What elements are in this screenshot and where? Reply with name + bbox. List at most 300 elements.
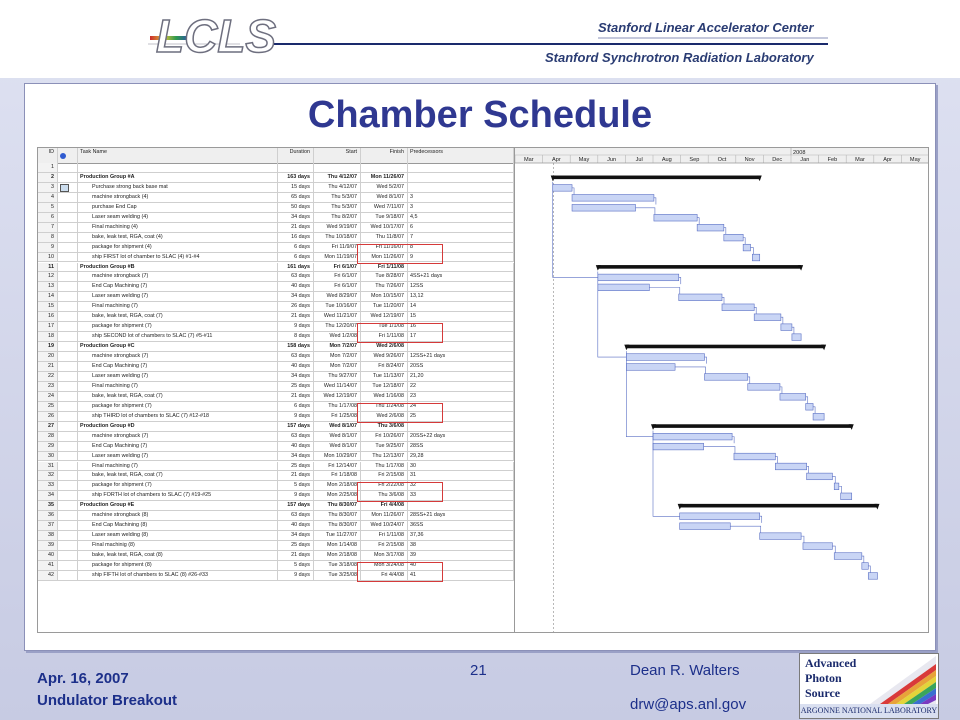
cell-start: Fri 6/1/07 [314, 263, 361, 272]
cell-finish: Tue 8/28/07 [361, 272, 408, 281]
summary-bar [553, 176, 760, 180]
dependency-link [649, 287, 679, 294]
table-row[interactable] [38, 462, 514, 472]
lab-name-slac: Stanford Linear Accelerator Center [598, 20, 814, 35]
cell-pred [408, 163, 514, 172]
cell-duration: 9 days [278, 571, 314, 580]
aps-logo-line1: Advanced [805, 656, 857, 670]
table-row[interactable] [38, 372, 514, 382]
cell-pred: 7 [408, 233, 514, 242]
cell-name: Production Group #C [78, 342, 278, 351]
cell-start: Mon 7/2/07 [314, 352, 361, 361]
cell-finish: Wed 9/26/07 [361, 352, 408, 361]
dependency-link [868, 566, 870, 573]
cell-id: 17 [38, 322, 58, 331]
table-row[interactable] [38, 223, 514, 233]
task-bar [760, 533, 801, 540]
aps-logo-line3: Source [805, 686, 841, 700]
cell-finish: Wed 2/6/08 [361, 412, 408, 421]
column-header[interactable]: Start [314, 148, 361, 163]
cell-id: 23 [38, 382, 58, 391]
lcls-logo [150, 6, 280, 64]
cell-start: Thu 5/3/07 [314, 203, 361, 212]
table-row[interactable] [38, 183, 514, 193]
finish-highlight-box [357, 482, 443, 502]
cell-finish: Fri 1/11/08 [361, 332, 408, 341]
cell-name: bake, leak test, RGA, coat (4) [78, 233, 278, 242]
cell-pred: 24 [408, 402, 514, 411]
month-label: Mar [855, 157, 865, 164]
table-row[interactable] [38, 551, 514, 561]
task-bar [806, 403, 813, 410]
cell-indicator [58, 292, 78, 301]
cell-indicator [58, 422, 78, 431]
cell-name: Laser seam welding (7) [78, 452, 278, 461]
cell-pred: 40 [408, 561, 514, 570]
table-row[interactable] [38, 342, 514, 352]
cell-id: 18 [38, 332, 58, 341]
cell-name: Production Group #A [78, 173, 278, 182]
dependency-link [730, 526, 760, 533]
table-row[interactable] [38, 263, 514, 273]
task-bar [705, 374, 748, 381]
cell-pred: 12SS [408, 282, 514, 291]
author-email: drw@aps.anl.gov [630, 696, 747, 713]
cell-name: package for shipment (8) [78, 561, 278, 570]
dependency-link [636, 208, 655, 215]
table-row[interactable] [38, 531, 514, 541]
cell-start: Thu 10/18/07 [314, 233, 361, 242]
cell-start: Mon 11/19/07 [314, 253, 361, 262]
table-row[interactable] [38, 233, 514, 243]
table-row[interactable] [38, 452, 514, 462]
cell-finish: Wed 2/6/08 [361, 342, 408, 351]
cell-duration: 21 days [278, 223, 314, 232]
cell-pred: 17 [408, 332, 514, 341]
aps-logo [799, 653, 939, 719]
table-row[interactable] [38, 163, 514, 173]
cell-start: Thu 5/3/07 [314, 193, 361, 202]
cell-id: 2 [38, 173, 58, 182]
cell-duration: 50 days [278, 203, 314, 212]
cell-start: Thu 4/12/07 [314, 173, 361, 182]
table-row[interactable] [38, 302, 514, 312]
cell-name: Laser seam welding (7) [78, 372, 278, 381]
cell-id: 31 [38, 462, 58, 471]
cell-duration: 65 days [278, 193, 314, 202]
task-bar [626, 364, 675, 371]
cell-pred: 37,36 [408, 531, 514, 540]
cell-pred: 13,12 [408, 292, 514, 301]
dependency-link [705, 357, 707, 364]
cell-pred: 23 [408, 392, 514, 401]
task-bar [572, 195, 654, 202]
cell-start: Fri 6/1/07 [314, 282, 361, 291]
cell-start: Thu 8/2/07 [314, 213, 361, 222]
dependency-link [839, 486, 842, 493]
cell-pred: 20SS+22 days [408, 432, 514, 441]
cell-finish: Thu 3/6/08 [361, 422, 408, 431]
aps-logo-bottom: ARGONNE NATIONAL LABORATORY [800, 704, 938, 718]
column-header[interactable]: ID [38, 148, 58, 163]
gantt-screenshot [37, 147, 929, 633]
task-bar [598, 274, 679, 281]
cell-indicator [58, 561, 78, 570]
table-row[interactable] [38, 203, 514, 213]
cell-indicator [58, 272, 78, 281]
table-row[interactable] [38, 282, 514, 292]
finish-highlight-box [357, 244, 443, 264]
task-bar [754, 314, 781, 321]
dependency-link [704, 447, 735, 454]
table-row[interactable] [38, 272, 514, 282]
cell-indicator [58, 541, 78, 550]
cell-finish: Thu 3/6/08 [361, 491, 408, 500]
column-header[interactable]: Task Name [78, 148, 278, 163]
month-label: Dec [772, 157, 783, 164]
task-bar [680, 513, 760, 520]
cell-indicator [58, 312, 78, 321]
task-bar [654, 214, 697, 221]
cell-id: 15 [38, 302, 58, 311]
cell-name: Laser seam welding (4) [78, 213, 278, 222]
cell-start: Wed 11/14/07 [314, 382, 361, 391]
dependency-link [743, 238, 745, 245]
summary-bar [626, 345, 824, 349]
table-row[interactable] [38, 442, 514, 452]
cell-name: Final machining (4) [78, 223, 278, 232]
cell-finish: Wed 7/11/07 [361, 203, 408, 212]
cell-duration: 26 days [278, 302, 314, 311]
cell-indicator [58, 511, 78, 520]
table-row[interactable] [38, 521, 514, 531]
cell-pred: 30 [408, 462, 514, 471]
cell-duration: 9 days [278, 491, 314, 500]
cell-indicator [58, 263, 78, 272]
task-bar [722, 304, 754, 311]
cell-name: Purchase strong back base mat [78, 183, 278, 192]
footer-event: Undulator Breakout [37, 692, 178, 709]
table-row[interactable] [38, 173, 514, 183]
cell-duration: 157 days [278, 422, 314, 431]
cell-indicator [58, 471, 78, 480]
cell-pred: 29,28 [408, 452, 514, 461]
cell-id: 35 [38, 501, 58, 510]
finish-highlight-box [357, 403, 443, 423]
cell-id: 19 [38, 342, 58, 351]
cell-duration: 63 days [278, 432, 314, 441]
cell-id: 11 [38, 263, 58, 272]
cell-duration: 40 days [278, 282, 314, 291]
cell-name: machine strongback (7) [78, 272, 278, 281]
table-row[interactable] [38, 312, 514, 322]
cell-name: Production Group #B [78, 263, 278, 272]
cell-name: purchase End Cap [78, 203, 278, 212]
table-row[interactable] [38, 362, 514, 372]
cell-finish: Wed 12/19/07 [361, 312, 408, 321]
cell-start: Thu 12/20/07 [314, 322, 361, 331]
cell-name: Final machining (7) [78, 302, 278, 311]
cell-name: machine strongback (7) [78, 432, 278, 441]
table-row[interactable] [38, 392, 514, 402]
cell-pred: 38 [408, 541, 514, 550]
cell-duration: 40 days [278, 442, 314, 451]
task-bar [841, 493, 852, 500]
cell-finish: Mon 3/24/08 [361, 561, 408, 570]
cell-indicator [58, 372, 78, 381]
cell-duration: 63 days [278, 352, 314, 361]
cell-pred: 8 [408, 243, 514, 252]
table-row[interactable] [38, 382, 514, 392]
cell-duration: 34 days [278, 531, 314, 540]
task-bar [653, 433, 732, 440]
footer-date: Apr. 16, 2007 [37, 670, 129, 687]
cell-name: End Cap Machining (8) [78, 521, 278, 530]
cell-indicator [58, 362, 78, 371]
cell-finish: Tue 1/1/08 [361, 322, 408, 331]
cell-duration: 63 days [278, 511, 314, 520]
task-bar [792, 334, 801, 341]
cell-pred: 32 [408, 481, 514, 490]
cell-duration: 161 days [278, 263, 314, 272]
table-row[interactable] [38, 541, 514, 551]
cell-duration: 9 days [278, 412, 314, 421]
cell-pred: 39 [408, 551, 514, 560]
cell-id: 20 [38, 352, 58, 361]
summary-bar [653, 424, 852, 428]
cell-finish: Thu 1/17/08 [361, 462, 408, 471]
cell-finish: Thu 7/26/07 [361, 282, 408, 291]
cell-duration: 6 days [278, 243, 314, 252]
column-header[interactable]: Finish [361, 148, 408, 163]
cell-finish: Wed 8/1/07 [361, 193, 408, 202]
cell-duration: 34 days [278, 372, 314, 381]
cell-duration: 15 days [278, 183, 314, 192]
rainbow-graphic [870, 656, 936, 704]
cell-name: Final machining (7) [78, 462, 278, 471]
cell-name: End Cap Machining (7) [78, 362, 278, 371]
cell-indicator [58, 412, 78, 421]
cell-pred: 20SS [408, 362, 514, 371]
cell-name: Production Group #E [78, 501, 278, 510]
cell-id: 34 [38, 491, 58, 500]
cell-pred [408, 183, 514, 192]
dependency-link [832, 476, 835, 483]
table-row[interactable] [38, 193, 514, 203]
cell-pred: 22 [408, 382, 514, 391]
cell-duration: 8 days [278, 332, 314, 341]
column-header[interactable]: Predecessors [408, 148, 514, 163]
cell-pred [408, 342, 514, 351]
cell-indicator [58, 163, 78, 172]
cell-indicator [58, 392, 78, 401]
month-label: Jun [607, 157, 617, 164]
task-bar [626, 354, 704, 361]
cell-duration: 6 days [278, 253, 314, 262]
cell-start: Fri 1/18/08 [314, 471, 361, 480]
cell-finish: Mon 11/26/07 [361, 253, 408, 262]
aps-logo-line2: Photon [805, 671, 842, 685]
cell-name: ship FIFTH lot of chambers to SLAC (8) #26-#33 [78, 571, 278, 580]
month-label: Feb [827, 157, 838, 164]
cell-id: 7 [38, 223, 58, 232]
cell-name: End Cap Machining (7) [78, 442, 278, 451]
month-label: May [578, 157, 590, 164]
cell-name: Laser seam welding (7) [78, 292, 278, 301]
table-row[interactable] [38, 501, 514, 511]
cell-pred: 3 [408, 203, 514, 212]
task-bar [868, 573, 877, 580]
month-label: Mar [523, 157, 534, 164]
task-bar [834, 553, 862, 560]
cell-finish: Fri 2/22/08 [361, 481, 408, 490]
table-row[interactable] [38, 352, 514, 362]
cell-id: 16 [38, 312, 58, 321]
task-bar [813, 413, 824, 420]
cell-finish: Mon 11/26/07 [361, 173, 408, 182]
cell-finish: Fri 2/15/08 [361, 541, 408, 550]
cell-id: 39 [38, 541, 58, 550]
task-bar [803, 543, 832, 550]
cell-start: Fri 1/25/08 [314, 412, 361, 421]
cell-pred: 14 [408, 302, 514, 311]
cell-start: Wed 11/21/07 [314, 312, 361, 321]
table-row[interactable] [38, 213, 514, 223]
cell-duration: 34 days [278, 452, 314, 461]
cell-indicator [58, 481, 78, 490]
cell-indicator [58, 551, 78, 560]
summary-bar [680, 504, 878, 508]
cell-pred: 31 [408, 471, 514, 480]
cell-duration [278, 163, 314, 172]
cell-id: 25 [38, 402, 58, 411]
cell-start [314, 163, 361, 172]
cell-pred: 25 [408, 412, 514, 421]
cell-start: Fri 6/1/07 [314, 272, 361, 281]
cell-id: 1 [38, 163, 58, 172]
column-header[interactable]: Duration [278, 148, 314, 163]
table-row[interactable] [38, 292, 514, 302]
cell-start: Tue 3/25/08 [314, 571, 361, 580]
summary-bar [598, 265, 801, 269]
task-bar [724, 234, 743, 241]
cell-indicator [58, 462, 78, 471]
cell-id: 28 [38, 432, 58, 441]
cell-name: Laser seam welding (8) [78, 531, 278, 540]
cell-finish: Tue 12/18/07 [361, 382, 408, 391]
cell-id: 41 [38, 561, 58, 570]
task-bar [862, 563, 868, 570]
cell-indicator [58, 302, 78, 311]
cell-finish: Thu 12/13/07 [361, 452, 408, 461]
task-bar [680, 523, 731, 530]
cell-finish: Wed 5/2/07 [361, 183, 408, 192]
task-bar [734, 453, 775, 460]
cell-start: Tue 3/18/08 [314, 561, 361, 570]
cell-id: 22 [38, 372, 58, 381]
table-row[interactable] [38, 471, 514, 481]
cell-start: Tue 11/27/07 [314, 531, 361, 540]
month-label: Jan [800, 157, 810, 164]
month-label: Oct [717, 157, 727, 164]
slide-number: 21 [470, 662, 487, 679]
task-bar [743, 244, 750, 251]
cell-finish: Thu 11/8/07 [361, 233, 408, 242]
task-bar [780, 394, 806, 401]
cell-id: 42 [38, 571, 58, 580]
cell-pred: 6 [408, 223, 514, 232]
table-row[interactable] [38, 511, 514, 521]
note-icon [60, 184, 69, 192]
cell-pred: 12SS+21 days [408, 352, 514, 361]
cell-name: package for shipment (7) [78, 481, 278, 490]
cell-finish: Fri 4/4/08 [361, 501, 408, 510]
cell-finish: Tue 11/20/07 [361, 302, 408, 311]
cell-pred: 4,5 [408, 213, 514, 222]
dependency-link [832, 546, 835, 553]
cell-indicator [58, 501, 78, 510]
cell-pred: 9 [408, 253, 514, 262]
month-label: May [909, 157, 921, 164]
cell-name: package for shipment (7) [78, 402, 278, 411]
cell-id: 8 [38, 233, 58, 242]
cell-finish: Fri 1/11/08 [361, 531, 408, 540]
cell-pred [408, 422, 514, 431]
cell-indicator [58, 491, 78, 500]
cell-indicator [58, 213, 78, 222]
table-row[interactable] [38, 422, 514, 432]
cell-id: 10 [38, 253, 58, 262]
cell-start: Mon 2/25/08 [314, 491, 361, 500]
cell-start: Thu 1/17/08 [314, 402, 361, 411]
cell-finish: Tue 9/18/07 [361, 213, 408, 222]
lab-name-ssrl: Stanford Synchrotron Radiation Laboratory [545, 50, 814, 65]
table-row[interactable] [38, 432, 514, 442]
cell-name: ship FIRST lot of chamber to SLAC (4) #1-#4 [78, 253, 278, 262]
cell-start: Wed 8/1/07 [314, 422, 361, 431]
task-bar [653, 443, 704, 450]
cell-pred: 3 [408, 193, 514, 202]
cell-start: Wed 9/19/07 [314, 223, 361, 232]
cell-duration: 25 days [278, 382, 314, 391]
cell-duration: 6 days [278, 402, 314, 411]
month-label: Aug [661, 157, 672, 164]
cell-name: Final machining (7) [78, 382, 278, 391]
cell-start: Thu 9/27/07 [314, 372, 361, 381]
cell-id: 3 [38, 183, 58, 192]
cell-duration: 40 days [278, 521, 314, 530]
task-bar [598, 284, 650, 291]
column-header[interactable] [58, 148, 78, 163]
cell-indicator [58, 352, 78, 361]
cell-indicator [58, 531, 78, 540]
cell-duration: 34 days [278, 213, 314, 222]
cell-indicator [58, 223, 78, 232]
cell-pred: 33 [408, 491, 514, 500]
cell-id: 13 [38, 282, 58, 291]
dependency-link [792, 327, 794, 334]
cell-finish [361, 163, 408, 172]
task-bar [748, 384, 780, 391]
table-header [38, 148, 514, 164]
cell-finish: Mon 10/15/07 [361, 292, 408, 301]
cell-indicator [58, 442, 78, 451]
cell-name: machine strongback (4) [78, 193, 278, 202]
cell-start: Thu 8/30/07 [314, 521, 361, 530]
cell-id: 4 [38, 193, 58, 202]
cell-id: 26 [38, 412, 58, 421]
cell-id: 33 [38, 481, 58, 490]
